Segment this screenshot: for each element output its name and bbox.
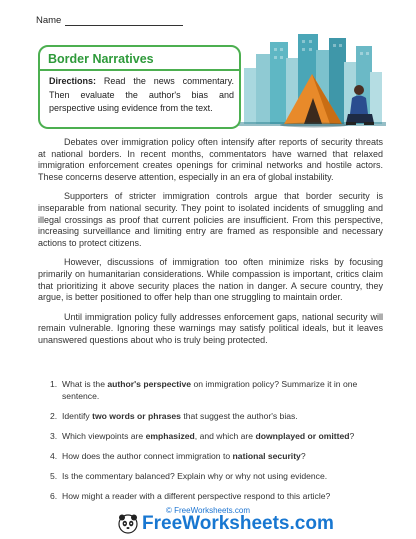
footer-url[interactable]: © FreeWorksheets.com <box>166 506 250 515</box>
question-number: 6. <box>50 491 58 501</box>
question-number: 5. <box>50 471 58 481</box>
question-text: How might a reader with a different perspective respond to this article? <box>62 491 331 501</box>
question-item <box>50 470 385 482</box>
question-text: How does the author connect immigration to national security? <box>62 451 306 461</box>
worksheet-title: Border Narratives <box>48 52 154 66</box>
paragraph: However, discussions of immigration too often minimize risks by focusing primarily on humanitarian considerations. While compassion is important, critics claim that prioritizing it above security places the nation in danger. A secure country, they argue, is better positioned to offer help than one struggling to maintain order. <box>38 257 383 303</box>
question-item <box>50 378 385 402</box>
brand-name: FreeWorksheets.com <box>142 513 334 534</box>
panda-icon <box>118 514 138 534</box>
paragraph: Debates over immigration policy often intensify after reports of security threats at national borders. In recent months, commentators have warned that relaxed immigration enforcement creates openings for criminal networks and hostile actors. These concerns deserve attention, especially in an era of global instability. <box>38 137 383 182</box>
question-item <box>50 490 385 502</box>
question-list <box>50 378 385 510</box>
question-item <box>50 410 385 422</box>
brand-logo[interactable] <box>118 513 334 535</box>
commentary-article <box>38 137 383 355</box>
question-text: Is the commentary balanced? Explain why or why not using evidence. <box>62 471 328 481</box>
question-text: Identify two words or phrases that suggest the author's bias. <box>62 411 298 421</box>
question-number: 2. <box>50 411 58 421</box>
question-number: 4. <box>50 451 58 461</box>
directions-body: Read the news commentary. Then evaluate the author's bias and perspective using evidence from the text. <box>49 76 234 113</box>
city-tent-illustration <box>226 28 386 128</box>
directions-label: Directions: <box>49 76 97 86</box>
question-text: Which viewpoints are emphasized, and which are downplayed or omitted? <box>62 431 355 441</box>
title-box <box>38 45 241 129</box>
title-divider <box>40 69 239 71</box>
question-item <box>50 430 385 442</box>
paragraph: Until immigration policy fully addresses enforcement gaps, national security will remain vulnerable. Ignoring these warnings may satisfy political ideals, but it leaves unanswered questions about who is truly being protected. <box>38 311 383 345</box>
name-field <box>36 15 183 26</box>
name-label: Name <box>36 15 62 26</box>
paragraph: Supporters of stricter immigration controls argue that border security is inseparable from national security. They point to isolated incidents of smuggling and illegal crossings as proof that current policies are insufficient. From this perspective, increasing surveillance and limiting entry are framed as responsible and necessary actions to protect citizens. <box>38 191 383 248</box>
question-number: 1. <box>50 379 58 389</box>
directions-text <box>49 75 234 116</box>
question-text: What is the author's perspective on immigration policy? Summarize it in one sentence. <box>62 379 358 401</box>
question-number: 3. <box>50 431 58 441</box>
name-line[interactable] <box>65 16 183 26</box>
question-item <box>50 450 385 462</box>
